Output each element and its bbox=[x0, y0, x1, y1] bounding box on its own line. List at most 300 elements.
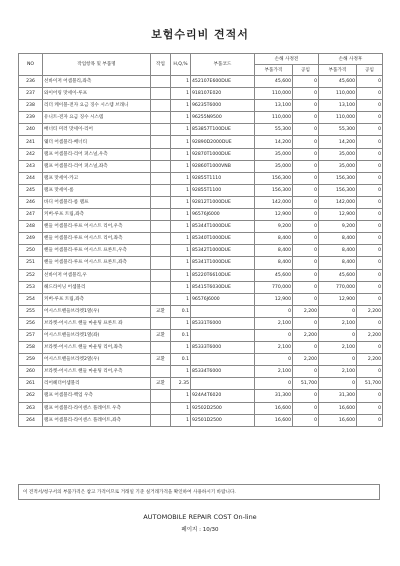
cell-p1: 0 bbox=[255, 378, 293, 390]
cell-l2: 0 bbox=[357, 366, 383, 378]
cell-no: 258 bbox=[19, 342, 43, 354]
cell-p1: 12,900 bbox=[255, 209, 293, 221]
cell-no: 238 bbox=[19, 100, 43, 112]
cell-no: 255 bbox=[19, 305, 43, 317]
cell-code bbox=[191, 329, 255, 341]
cell-p2: 8,400 bbox=[319, 233, 357, 245]
cell-l1: 0 bbox=[293, 342, 319, 354]
cell-hq: 1 bbox=[171, 414, 191, 426]
cell-item: 브라켓-어시스트 핸들 마운팅 리어,우측 bbox=[43, 366, 151, 378]
cell-p2: 31,300 bbox=[319, 390, 357, 402]
cell-code: 92855T1100 bbox=[191, 184, 255, 196]
header-item: 작업항목 및 부품명 bbox=[43, 54, 151, 76]
cell-code: 92890D2000DUE bbox=[191, 136, 255, 148]
table-row bbox=[19, 269, 383, 281]
cell-work: 교환 bbox=[151, 378, 171, 390]
cell-l1: 0 bbox=[293, 245, 319, 257]
cell-l1: 0 bbox=[293, 124, 319, 136]
cell-work bbox=[151, 88, 171, 100]
estimate-table bbox=[18, 53, 383, 427]
cell-work bbox=[151, 402, 171, 414]
cell-code: 85331T6000 bbox=[191, 317, 255, 329]
table-row bbox=[19, 112, 383, 124]
table-row bbox=[19, 317, 383, 329]
cell-no: 240 bbox=[19, 124, 43, 136]
cell-hq: 1 bbox=[171, 402, 191, 414]
table-row bbox=[19, 281, 383, 293]
cell-p2: 35,000 bbox=[319, 148, 357, 160]
cell-l1: 0 bbox=[293, 269, 319, 281]
page-number: 페이지 : 10/30 bbox=[181, 527, 219, 533]
cell-hq: 1 bbox=[171, 124, 191, 136]
cell-work bbox=[151, 76, 171, 88]
table-row bbox=[19, 414, 383, 426]
cell-l2: 0 bbox=[357, 76, 383, 88]
cell-hq: 1 bbox=[171, 342, 191, 354]
cell-hq: 0.1 bbox=[171, 305, 191, 317]
cell-l1: 0 bbox=[293, 160, 319, 172]
cell-work bbox=[151, 269, 171, 281]
cell-p2: 2,100 bbox=[319, 342, 357, 354]
cell-p1: 16,600 bbox=[255, 402, 293, 414]
cell-item: 배너티 미러 맛세이-리어 bbox=[43, 124, 151, 136]
cell-work bbox=[151, 221, 171, 233]
cell-p2: 156,300 bbox=[319, 184, 357, 196]
table-row bbox=[19, 136, 383, 148]
cell-l1: 0 bbox=[293, 196, 319, 208]
cell-l1: 2,200 bbox=[293, 305, 319, 317]
cell-l1: 0 bbox=[293, 76, 319, 88]
cell-item: 램프 맛세이-카고 bbox=[43, 172, 151, 184]
cell-p1: 142,000 bbox=[255, 196, 293, 208]
cell-no: 249 bbox=[19, 233, 43, 245]
cell-work bbox=[151, 209, 171, 221]
cell-l1: 0 bbox=[293, 112, 319, 124]
cell-no: 244 bbox=[19, 172, 43, 184]
cell-p1: 16,600 bbox=[255, 414, 293, 426]
cell-l1: 0 bbox=[293, 209, 319, 221]
cell-item: 램프 맛세이-룸 bbox=[43, 184, 151, 196]
cell-l2: 0 bbox=[357, 269, 383, 281]
cell-l2: 0 bbox=[357, 209, 383, 221]
cell-hq: 1 bbox=[171, 196, 191, 208]
cell-p2: 13,100 bbox=[319, 100, 357, 112]
header-labor-after: 공임 bbox=[357, 65, 383, 76]
cell-no: 251 bbox=[19, 257, 43, 269]
cell-p1: 8,400 bbox=[255, 257, 293, 269]
cell-p1: 35,000 bbox=[255, 160, 293, 172]
cell-l1: 0 bbox=[293, 172, 319, 184]
cell-work: 교환 bbox=[151, 329, 171, 341]
table-row bbox=[19, 390, 383, 402]
table-row bbox=[19, 257, 383, 269]
cell-work bbox=[151, 124, 171, 136]
cell-p1: 45,600 bbox=[255, 269, 293, 281]
cell-hq: 2.35 bbox=[171, 378, 191, 390]
cell-no: 260 bbox=[19, 366, 43, 378]
cell-work bbox=[151, 196, 171, 208]
cell-l2: 0 bbox=[357, 184, 383, 196]
cell-p2: 35,000 bbox=[319, 160, 357, 172]
cell-p2: 12,900 bbox=[319, 209, 357, 221]
cell-l1: 0 bbox=[293, 136, 319, 148]
cell-hq: 1 bbox=[171, 136, 191, 148]
cell-item: 리더 케이블-전자 요금 징수 시스템 브래니 bbox=[43, 100, 151, 112]
cell-work bbox=[151, 342, 171, 354]
cell-code: 92812T1000DUE bbox=[191, 196, 255, 208]
cell-p1: 2,100 bbox=[255, 317, 293, 329]
cell-item: 램프 어셈블리-리어 퍼스널,우측 bbox=[43, 148, 151, 160]
cell-code: 85342T1000DUE bbox=[191, 245, 255, 257]
header-price-after: 부품가격 bbox=[319, 65, 357, 76]
cell-p2: 2,100 bbox=[319, 366, 357, 378]
cell-code: 85334T6000 bbox=[191, 366, 255, 378]
cell-l2: 0 bbox=[357, 136, 383, 148]
cell-hq: 1 bbox=[171, 112, 191, 124]
cell-p2: 45,600 bbox=[319, 269, 357, 281]
cell-p1: 8,400 bbox=[255, 245, 293, 257]
cell-hq: 1 bbox=[171, 172, 191, 184]
cell-no: 236 bbox=[19, 76, 43, 88]
cell-no: 264 bbox=[19, 414, 43, 426]
cell-code: 96576J6000 bbox=[191, 293, 255, 305]
cell-p1: 0 bbox=[255, 329, 293, 341]
cell-p2: 0 bbox=[319, 378, 357, 390]
cell-p2: 9,200 bbox=[319, 221, 357, 233]
header-code: 부품코드 bbox=[191, 54, 255, 76]
cell-work: 교환 bbox=[151, 354, 171, 366]
header-after: 손해 사정후 bbox=[319, 54, 383, 65]
cell-code: 85341T1000DUE bbox=[191, 257, 255, 269]
cell-item: 램프 어셈블리-리어 퍼스널,좌측 bbox=[43, 160, 151, 172]
cell-p1: 156,300 bbox=[255, 172, 293, 184]
cell-l1: 0 bbox=[293, 281, 319, 293]
cell-p2: 110,000 bbox=[319, 112, 357, 124]
cell-p1: 9,200 bbox=[255, 221, 293, 233]
cell-hq: 1 bbox=[171, 245, 191, 257]
cell-code bbox=[191, 378, 255, 390]
header-hq: H,Q,% bbox=[171, 54, 191, 76]
header-no: NO bbox=[19, 54, 43, 76]
table-row bbox=[19, 329, 383, 341]
cell-item: 브라켓-어시스트 핸들 마운팅 프론트 좌 bbox=[43, 317, 151, 329]
table-row bbox=[19, 160, 383, 172]
cell-l1: 0 bbox=[293, 414, 319, 426]
table-row bbox=[19, 354, 383, 366]
cell-p1: 770,000 bbox=[255, 281, 293, 293]
table-row bbox=[19, 184, 383, 196]
header-labor-before: 공임 bbox=[293, 65, 319, 76]
cell-p2: 0 bbox=[319, 354, 357, 366]
table-row bbox=[19, 196, 383, 208]
cell-item: 유니트-전자 요금 징수 시스템 bbox=[43, 112, 151, 124]
cell-hq: 1 bbox=[171, 100, 191, 112]
cell-work bbox=[151, 136, 171, 148]
cell-work bbox=[151, 293, 171, 305]
cell-l2: 0 bbox=[357, 160, 383, 172]
footer-title: AUTOMOBILE REPAIR COST On-line bbox=[143, 513, 257, 521]
table-row bbox=[19, 88, 383, 100]
cell-no: 263 bbox=[19, 402, 43, 414]
cell-no: 248 bbox=[19, 221, 43, 233]
cell-l2: 2,200 bbox=[357, 329, 383, 341]
cell-l2: 0 bbox=[357, 233, 383, 245]
cell-no: 254 bbox=[19, 293, 43, 305]
cell-item: 선바이저 어셈블리,우 bbox=[43, 269, 151, 281]
cell-p2: 16,600 bbox=[319, 414, 357, 426]
cell-work bbox=[151, 281, 171, 293]
cell-work bbox=[151, 148, 171, 160]
cell-no: 246 bbox=[19, 196, 43, 208]
cell-p1: 2,100 bbox=[255, 342, 293, 354]
header-before: 손해 사정전 bbox=[255, 54, 319, 65]
cell-work bbox=[151, 317, 171, 329]
table-row bbox=[19, 293, 383, 305]
cell-item: 헤드라이닝 어셈블리 bbox=[43, 281, 151, 293]
cell-hq: 0.1 bbox=[171, 354, 191, 366]
cell-code: 85333T6000 bbox=[191, 342, 255, 354]
cell-l2: 0 bbox=[357, 100, 383, 112]
cell-hq: 1 bbox=[171, 76, 191, 88]
cell-l1: 0 bbox=[293, 257, 319, 269]
cell-p2: 12,900 bbox=[319, 293, 357, 305]
header-work: 작업 bbox=[151, 54, 171, 76]
cell-no: 259 bbox=[19, 354, 43, 366]
cell-work bbox=[151, 112, 171, 124]
cell-item: 램프 어셈블리-백업 우측 bbox=[43, 390, 151, 402]
cell-item: 램프 어셈블리-라이센스 플레이트 우측 bbox=[43, 402, 151, 414]
cell-l2: 0 bbox=[357, 124, 383, 136]
cell-hq: 1 bbox=[171, 148, 191, 160]
cell-l2: 0 bbox=[357, 257, 383, 269]
cell-no: 247 bbox=[19, 209, 43, 221]
cell-code: 924A4T6020 bbox=[191, 390, 255, 402]
cell-l2: 0 bbox=[357, 196, 383, 208]
cell-item: 핸들 어셈블리-루프 어시스트 리어,좌측 bbox=[43, 233, 151, 245]
cell-hq: 1 bbox=[171, 233, 191, 245]
table-row bbox=[19, 342, 383, 354]
cell-p2: 16,600 bbox=[319, 402, 357, 414]
cell-item: 커버-루프 트림,좌측 bbox=[43, 209, 151, 221]
table-row bbox=[19, 305, 383, 317]
cell-p1: 8,400 bbox=[255, 233, 293, 245]
cell-hq: 0.1 bbox=[171, 329, 191, 341]
cell-l1: 0 bbox=[293, 233, 319, 245]
cell-code: 452107E600DUE bbox=[191, 76, 255, 88]
cell-hq: 1 bbox=[171, 293, 191, 305]
cell-no: 239 bbox=[19, 112, 43, 124]
cell-code: 85340T1000DUE bbox=[191, 233, 255, 245]
cell-no: 256 bbox=[19, 317, 43, 329]
cell-work: 교환 bbox=[151, 305, 171, 317]
cell-no: 250 bbox=[19, 245, 43, 257]
cell-item: 어시스트핸들브라켓1열(좌) bbox=[43, 329, 151, 341]
cell-code: 92870T1000DUE bbox=[191, 148, 255, 160]
cell-item: 와이어링 맛세이-루프 bbox=[43, 88, 151, 100]
cell-work bbox=[151, 184, 171, 196]
cell-no: 241 bbox=[19, 136, 43, 148]
cell-work bbox=[151, 414, 171, 426]
cell-item: 브라켓-어시스트 핸들 마운팅 리어,좌측 bbox=[43, 342, 151, 354]
cell-p2: 8,400 bbox=[319, 245, 357, 257]
cell-p2: 156,300 bbox=[319, 172, 357, 184]
cell-p1: 156,300 bbox=[255, 184, 293, 196]
cell-l2: 0 bbox=[357, 342, 383, 354]
cell-l2: 0 bbox=[357, 245, 383, 257]
cell-p1: 2,100 bbox=[255, 366, 293, 378]
cell-hq: 1 bbox=[171, 281, 191, 293]
cell-no: 243 bbox=[19, 160, 43, 172]
cell-p1: 110,000 bbox=[255, 112, 293, 124]
cell-p1: 14,200 bbox=[255, 136, 293, 148]
table-row bbox=[19, 148, 383, 160]
cell-item: 리어헤더어셈블리 bbox=[43, 378, 151, 390]
cell-hq: 1 bbox=[171, 160, 191, 172]
cell-l2: 0 bbox=[357, 172, 383, 184]
cell-hq: 1 bbox=[171, 209, 191, 221]
cell-l1: 0 bbox=[293, 293, 319, 305]
cell-work bbox=[151, 172, 171, 184]
cell-no: 253 bbox=[19, 281, 43, 293]
cell-code: 85415T6030DUE bbox=[191, 281, 255, 293]
cell-code: 96255N9500 bbox=[191, 112, 255, 124]
cell-item: 램프 어셈블리-라이센스 플레이트,좌측 bbox=[43, 414, 151, 426]
cell-item: 선바이저 어셈블리,좌측 bbox=[43, 76, 151, 88]
cell-code bbox=[191, 305, 255, 317]
cell-work bbox=[151, 160, 171, 172]
cell-p1: 13,100 bbox=[255, 100, 293, 112]
cell-p1: 110,000 bbox=[255, 88, 293, 100]
cell-item: 어시스트핸들브라켓2열(우) bbox=[43, 354, 151, 366]
cell-l2: 0 bbox=[357, 281, 383, 293]
cell-l1: 0 bbox=[293, 366, 319, 378]
cell-hq: 1 bbox=[171, 390, 191, 402]
cell-item: 바디 어셈블리-룸 램프 bbox=[43, 196, 151, 208]
cell-no: 242 bbox=[19, 148, 43, 160]
cell-p1: 31,300 bbox=[255, 390, 293, 402]
table-row bbox=[19, 100, 383, 112]
table-row bbox=[19, 209, 383, 221]
cell-l1: 2,200 bbox=[293, 354, 319, 366]
cell-no: 245 bbox=[19, 184, 43, 196]
cell-item: 핸들 어셈블리-루프 어시스트 프론트,좌측 bbox=[43, 257, 151, 269]
cell-code: 92855T1110 bbox=[191, 172, 255, 184]
cell-code: 92501D2500 bbox=[191, 414, 255, 426]
price-notice: 이 견적서/청구서의 부품가격은 참고 가격이므로 거래일 기준 실거래가격을 확인하여 사용하시기 바랍니다. bbox=[18, 484, 380, 500]
cell-l1: 0 bbox=[293, 390, 319, 402]
cell-work bbox=[151, 366, 171, 378]
cell-l1: 2,200 bbox=[293, 329, 319, 341]
cell-l1: 0 bbox=[293, 221, 319, 233]
cell-p1: 0 bbox=[255, 305, 293, 317]
cell-l2: 0 bbox=[357, 148, 383, 160]
cell-p2: 45,600 bbox=[319, 76, 357, 88]
cell-code: 96235T6000 bbox=[191, 100, 255, 112]
cell-code bbox=[191, 354, 255, 366]
cell-l2: 0 bbox=[357, 221, 383, 233]
cell-l1: 0 bbox=[293, 184, 319, 196]
cell-item: 핸들 어셈블리-루프 어시스트 프론트,우측 bbox=[43, 245, 151, 257]
cell-work bbox=[151, 257, 171, 269]
cell-code: 853857T100DUE bbox=[191, 124, 255, 136]
cell-code: 918107E020 bbox=[191, 88, 255, 100]
table-row bbox=[19, 245, 383, 257]
header-price-before: 부품가격 bbox=[255, 65, 293, 76]
cell-l2: 2,200 bbox=[357, 305, 383, 317]
cell-hq: 1 bbox=[171, 257, 191, 269]
cell-code: 85220T6610DUE bbox=[191, 269, 255, 281]
cell-l2: 2,200 bbox=[357, 354, 383, 366]
table-row bbox=[19, 233, 383, 245]
cell-item: 어시스트핸들브라켓1열(우) bbox=[43, 305, 151, 317]
cell-l2: 0 bbox=[357, 390, 383, 402]
table-row bbox=[19, 366, 383, 378]
cell-p2: 2,100 bbox=[319, 317, 357, 329]
cell-hq: 1 bbox=[171, 269, 191, 281]
cell-p2: 55,300 bbox=[319, 124, 357, 136]
cell-no: 257 bbox=[19, 329, 43, 341]
cell-item: 커버-루프 트림,좌측 bbox=[43, 293, 151, 305]
table-row bbox=[19, 172, 383, 184]
cell-l1: 0 bbox=[293, 148, 319, 160]
cell-l1: 0 bbox=[293, 100, 319, 112]
cell-code: 96576J6000 bbox=[191, 209, 255, 221]
table-row bbox=[19, 378, 383, 390]
cell-p2: 770,000 bbox=[319, 281, 357, 293]
cell-no: 237 bbox=[19, 88, 43, 100]
cell-p1: 0 bbox=[255, 354, 293, 366]
cell-work bbox=[151, 245, 171, 257]
cell-work bbox=[151, 233, 171, 245]
cell-l2: 51,700 bbox=[357, 378, 383, 390]
cell-p1: 45,600 bbox=[255, 76, 293, 88]
cell-l2: 0 bbox=[357, 414, 383, 426]
cell-l1: 0 bbox=[293, 317, 319, 329]
cell-p2: 0 bbox=[319, 305, 357, 317]
cell-hq: 1 bbox=[171, 221, 191, 233]
cell-hq: 1 bbox=[171, 184, 191, 196]
cell-item: 핸들 어셈블리-루프 어시스트 리어,우측 bbox=[43, 221, 151, 233]
cell-item: 웨더 어셈블리-배너티 bbox=[43, 136, 151, 148]
cell-l2: 0 bbox=[357, 112, 383, 124]
table-row bbox=[19, 221, 383, 233]
cell-l2: 0 bbox=[357, 317, 383, 329]
cell-code: 92860T1000VNB bbox=[191, 160, 255, 172]
cell-no: 261 bbox=[19, 378, 43, 390]
cell-p1: 12,900 bbox=[255, 293, 293, 305]
cell-code: 92502D2500 bbox=[191, 402, 255, 414]
cell-hq: 1 bbox=[171, 88, 191, 100]
cell-p1: 35,000 bbox=[255, 148, 293, 160]
cell-l1: 0 bbox=[293, 88, 319, 100]
cell-hq: 1 bbox=[171, 317, 191, 329]
document-title: 보험수리비 견적서 bbox=[151, 28, 249, 41]
cell-code: 85344T1000DUE bbox=[191, 221, 255, 233]
cell-l1: 51,700 bbox=[293, 378, 319, 390]
table-row bbox=[19, 76, 383, 88]
cell-p2: 110,000 bbox=[319, 88, 357, 100]
cell-no: 262 bbox=[19, 390, 43, 402]
cell-l1: 0 bbox=[293, 402, 319, 414]
table-row bbox=[19, 124, 383, 136]
cell-p2: 8,400 bbox=[319, 257, 357, 269]
cell-l2: 0 bbox=[357, 293, 383, 305]
cell-no: 252 bbox=[19, 269, 43, 281]
cell-hq: 1 bbox=[171, 366, 191, 378]
table-row bbox=[19, 402, 383, 414]
cell-l2: 0 bbox=[357, 88, 383, 100]
cell-work bbox=[151, 390, 171, 402]
